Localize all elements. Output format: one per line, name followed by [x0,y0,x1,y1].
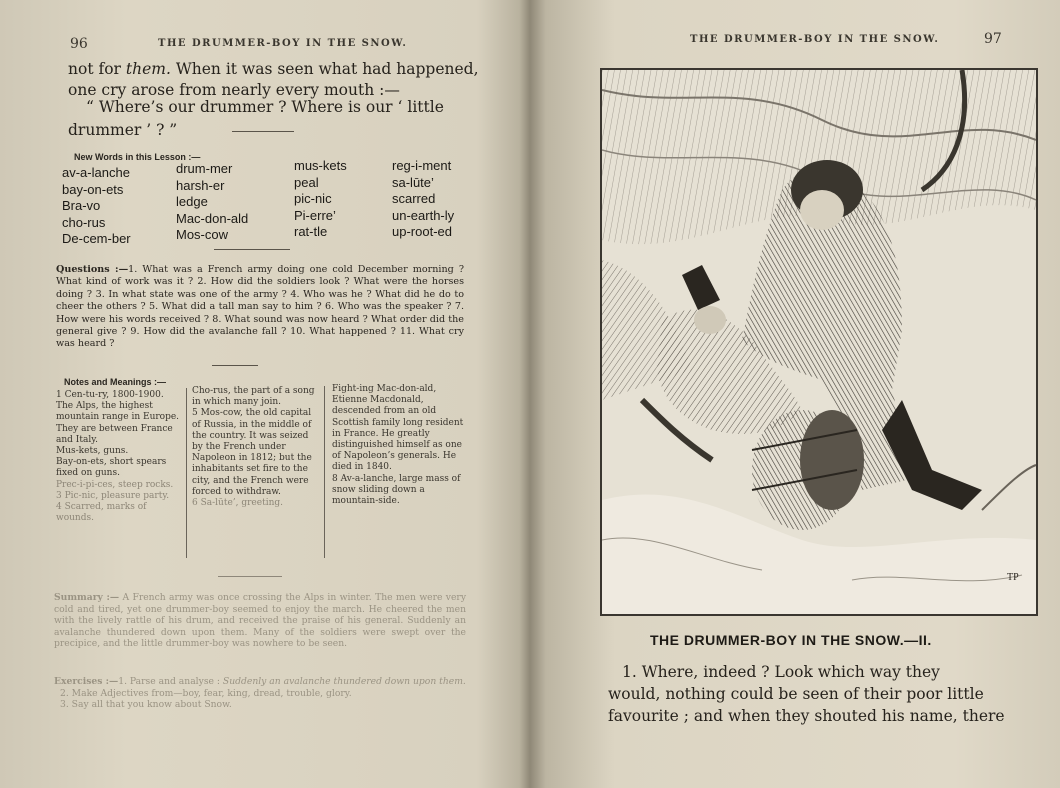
column-rule [324,386,325,558]
vocab-word: harsh-er [176,177,225,193]
exercises-label: Exercises :— [54,676,119,687]
summary-label: Summary :— [54,592,120,603]
vocab-word: sa-lūte’ [392,174,434,190]
note-item: 3 Pic-nic, pleasure party. [56,490,170,501]
divider [212,365,258,366]
exercise-item: 3. Say all that you know about Snow. [60,699,232,711]
vocab-word: Pi-erre’ [294,207,336,223]
vocab-word: up-root-ed [392,224,452,239]
engraving-illustration [600,68,1038,616]
illustration-caption: THE DRUMMER-BOY IN THE SNOW.—II. [650,632,932,648]
notes-column-3 [332,384,466,507]
engraving-drawing [602,70,1036,614]
body-line: one cry arose from nearly every mouth :— [68,81,400,99]
vocab-word: un-earth-ly [392,207,455,223]
exercises-block [54,676,466,711]
vocab-column-1 [62,165,131,248]
artist-monogram: TP [1007,572,1019,583]
vocab-word: drum-mer [176,161,233,176]
running-head-right: THE DRUMMER-BOY IN THE SNOW. [690,34,940,45]
note-item: 5 Mos-cow, the old capital of Russia, in the middle of the country. It was seized by the French under Napoleon in 1812; but the inhabitants set fire to the city, and the French were forced to withdraw. [192,408,312,497]
questions-label: Questions :— [56,264,129,275]
vocab-word: bay-on-ets [62,181,124,197]
left-page [0,0,528,788]
vocab-word: Mac-don-ald [176,210,249,226]
running-head-left: THE DRUMMER-BOY IN THE SNOW. [158,38,408,49]
vocab-word: scarred [392,191,436,206]
divider [218,576,282,577]
vocab-column-2 [176,161,248,244]
vocab-word: reg-i-ment [392,158,452,173]
vocab-heading: New Words in this Lesson :— [74,152,201,162]
vocab-word: peal [294,174,319,190]
divider [232,131,294,132]
exercise-item: 2. Make Adjectives from—boy, fear, king, dread, trouble, glory. [60,687,352,699]
vocab-word: av-a-lanche [62,165,130,180]
page-number-left: 96 [70,36,88,52]
notes-column-1 [56,390,180,524]
notes-heading: Notes and Meanings :— [64,377,167,387]
vocab-word: Mos-cow [176,227,229,242]
questions-block [56,264,464,351]
body-line: not for them. When it was seen what had happened, [68,60,479,78]
vocab-word: mus-kets [294,158,347,173]
vocab-word: Bra-vo [62,198,101,213]
vocab-word: ledge [176,194,208,209]
body-line: would, nothing could be seen of their poor little [608,685,984,703]
note-item: Bay-on-ets, short spears fixed on guns. [56,457,167,479]
column-rule [186,388,187,558]
vocab-column-4 [392,158,454,241]
vocab-word: De-cem-ber [62,231,131,246]
body-line: 1. Where, indeed ? Look which way they [622,663,940,681]
body-line: favourite ; and when they shouted his name, there [608,707,1005,725]
vocab-word: cho-rus [62,214,106,230]
note-item: 1 Cen-tu-ry, 1800-1900. [56,390,164,400]
summary-block [54,592,466,650]
note-item: The Alps, the highest mountain range in Europe. They are between France and Italy. [56,401,180,445]
vocab-word: pic-nic [294,191,332,206]
exercise-item: 1. Parse and analyse : [118,676,223,687]
note-item: 4 Scarred, marks of wounds. [56,502,147,524]
body-line: “ Where’s our drummer ? Where is our ‘ little [86,98,444,116]
note-item: Fight-ing Mac-don-ald, Etienne Macdonald, descended from an old Scottish family long resident in France. He greatly distinguished himself as one of Napoleon’s generals. He died in 1840. [332,384,464,473]
note-item: Mus-kets, guns. [56,446,129,457]
questions-text: 1. What was a French army doing one cold December morning ? What kind of work was it ? 2. How did the soldiers look ? What were the horses doing ? 3. In what state was one of the army ? 4. Who was he ? What did he do to cheer the others ? 5. What did a tall man say to him ? 6. Who was the speaker ? 7. How were his words received ? 8. What sound was now heard ? What order did the general give ? 9. How did the avalanche fall ? 10. What happened ? 11. What cry was heard ? [56,264,464,350]
notes-column-2 [192,386,320,509]
note-item: 6 Sa-lūte’, greeting. [192,498,283,509]
page-number-right: 97 [984,31,1002,47]
right-page [532,0,1060,788]
note-item: 8 Av-a-lanche, large mass of snow sliding down a mountain-side. [332,473,461,507]
note-item: Cho-rus, the part of a song in which many join. [192,386,315,408]
note-item: Prec-i-pi-ces, steep rocks. [56,479,174,490]
vocab-word: rat-tle [294,224,328,239]
body-line: drummer ’ ? ” [68,121,178,139]
vocab-column-3 [294,158,347,241]
divider [214,249,290,250]
exercise-item-em: Suddenly an avalanche thundered down upon them. [222,676,466,687]
summary-text: A French army was once crossing the Alps in winter. The men were very cold and tired, yet one drummer-boy seemed to enjoy the march. He cheered the men with the lively rattle of his drum, and received the praise of his general. Suddenly an avalanche thundered down upon them. Many of the soldiers were swept over the precipice, and the little drummer-boy was nowhere to be seen. [54,592,467,650]
